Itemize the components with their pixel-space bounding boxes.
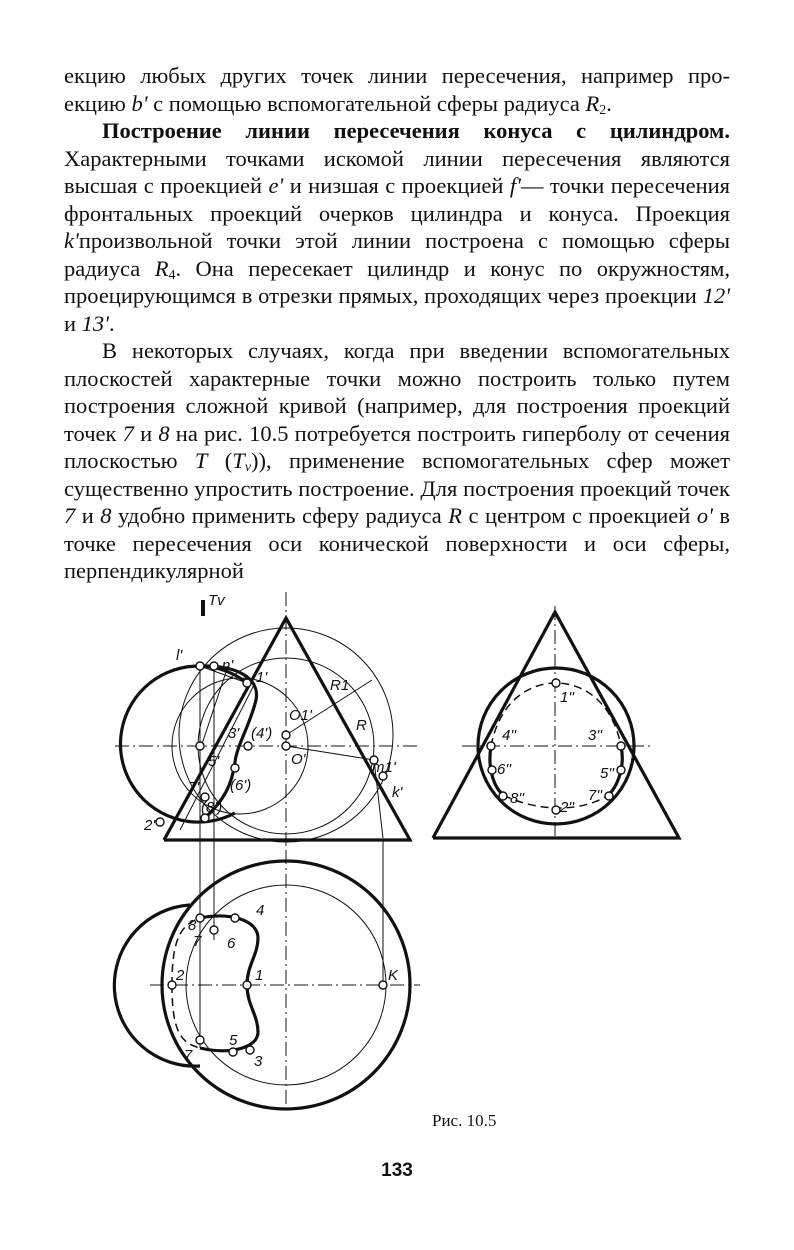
label-1: 1'' <box>560 689 575 706</box>
profile-cone <box>433 612 679 838</box>
symbol-k: k' <box>64 228 79 253</box>
point-2 <box>156 818 164 826</box>
point-4 <box>487 742 495 750</box>
point-o1 <box>282 731 290 739</box>
label-8: (8') <box>201 799 223 816</box>
point-5 <box>231 764 239 772</box>
subscript: v <box>244 460 252 475</box>
label-2: 2' <box>144 817 156 834</box>
subscript: 2 <box>599 102 607 118</box>
figure-caption: Рис. 10.5 <box>432 1111 497 1130</box>
body-text <box>64 62 730 585</box>
symbol-13: 13' <box>81 310 109 336</box>
label-5: 5' <box>208 753 220 770</box>
point-k <box>379 981 387 989</box>
label-2: 2 <box>176 967 185 984</box>
symbol-r: R <box>585 90 600 116</box>
point-5 <box>229 1048 237 1056</box>
symbol-8: 8 <box>158 420 170 446</box>
section-heading: Построение линии пересечения конуса с цилиндром. <box>102 118 730 143</box>
point-l <box>196 662 204 670</box>
label-7: 7 <box>193 933 202 950</box>
label-o: O' <box>291 751 306 768</box>
symbol-t: T <box>194 448 208 473</box>
paragraph-3 <box>64 337 730 585</box>
symbol-b: b' <box>131 90 148 116</box>
paragraph-2 <box>64 117 730 337</box>
label-5: 5'' <box>600 765 615 782</box>
text-run: и <box>64 310 82 336</box>
text-run: екцию <box>64 90 132 116</box>
front-view <box>115 592 420 850</box>
text-run: и <box>133 420 159 446</box>
symbol-12: 12' <box>702 283 730 308</box>
point-7 <box>196 1036 204 1044</box>
label-k: K <box>388 967 399 984</box>
symbol-7: 7 <box>122 420 134 446</box>
text-run: В некоторых случаях, когда при введении вспомогательных плоскостей характерные точки можно построить только путем построения сложной кривой (например, для построения проекций точек <box>64 338 730 446</box>
label-8: 8'' <box>510 790 525 807</box>
paragraph-1 <box>64 62 730 117</box>
label-tv: Tv <box>208 592 225 609</box>
text-run: — точки пересечения фронтальных проекций очерков цилиндра и конуса. Проекция <box>64 173 731 226</box>
profile-view <box>433 606 679 840</box>
label-5: 5 <box>229 1032 238 1049</box>
label-o1: O1' <box>289 707 312 724</box>
point-n <box>210 662 218 670</box>
label-k: k' <box>392 784 403 801</box>
text-run: произвольной точки этой линии построена с помощью сферы радиуса <box>64 228 730 281</box>
text-run: в точке пересечения оси конической поверхности и оси сферы, перпендикулярной <box>64 503 730 583</box>
point-5 <box>617 766 625 774</box>
point-6 <box>488 766 496 774</box>
figure-10-5-drawing <box>0 580 794 1120</box>
label-3: 3 <box>254 1053 263 1070</box>
label-3: 3' <box>228 725 240 742</box>
symbol-8: 8 <box>100 503 112 528</box>
point-1 <box>552 679 560 687</box>
label-l: l' <box>176 647 183 664</box>
text-run: удобно применить сферу радиуса <box>111 503 449 528</box>
symbol-r: R <box>448 503 463 528</box>
point-1 <box>243 981 251 989</box>
symbol-o: o' <box>696 503 713 528</box>
profile-labels <box>497 689 615 816</box>
label-7: 7' <box>188 779 200 796</box>
label-3: 3'' <box>588 727 603 744</box>
text-run: с помощью вспомогательной сферы радиуса <box>147 90 586 116</box>
text-run: )), применение вспомогательных сфер может существенно упростить построение. Для построения проекций точек <box>64 448 730 501</box>
label-r: R <box>356 717 367 734</box>
point-o <box>282 742 290 750</box>
point-3 <box>244 742 252 750</box>
subscript: 4 <box>168 267 176 283</box>
label-6: 6'' <box>497 761 512 778</box>
point-4 <box>231 914 239 922</box>
top-labels <box>175 902 399 1070</box>
point-2 <box>552 806 560 814</box>
label-4: 4 <box>256 902 265 919</box>
page-number: 133 <box>381 1160 413 1181</box>
point-3 <box>617 742 625 750</box>
text-run: с центром с проекцией <box>462 503 697 528</box>
point-7 <box>605 792 613 800</box>
label-6: (6') <box>230 777 252 794</box>
cylinder-outline <box>120 666 247 822</box>
point-1 <box>243 679 251 687</box>
label-7: 7'' <box>588 787 603 804</box>
label-6: 6 <box>227 935 236 952</box>
text-run: екцию любых других точек линии пересечения, например про- <box>64 63 730 88</box>
text-run: . <box>606 90 612 116</box>
symbol-7: 7 <box>64 503 76 528</box>
point-8 <box>196 914 204 922</box>
label-2: 2'' <box>560 799 575 816</box>
label-4: 4'' <box>502 727 517 744</box>
label-8: 8 <box>188 917 197 934</box>
label-1: 1' <box>256 669 268 686</box>
point-8 <box>499 792 507 800</box>
label-m: m1' <box>372 759 396 776</box>
text-run: и <box>75 503 101 528</box>
point-5-left <box>196 742 204 750</box>
top-view <box>114 840 420 1109</box>
label-r1: R1 <box>330 677 350 694</box>
text-run: Характерными точками искомой линии пересечения являются высшая с проекцией <box>64 145 730 198</box>
text-run: и низшая с проекцией <box>283 173 510 198</box>
symbol-e: e' <box>268 173 284 198</box>
text-run: . Она пересекает цилиндр и конус по окружностям, проецирующимся в отрезки прямых, проходящих через проекции <box>64 255 730 308</box>
symbol-r: R <box>154 255 169 281</box>
label-7: 7 <box>184 1047 193 1064</box>
label-n: n' <box>222 657 234 674</box>
point-2 <box>168 981 176 989</box>
label-4: (4') <box>251 725 273 742</box>
point-7 <box>210 926 218 934</box>
point-3 <box>246 1046 254 1054</box>
text-run: . <box>108 310 115 336</box>
label-1: 1 <box>255 967 264 984</box>
symbol-tv: T <box>232 448 245 473</box>
text-run: ( <box>207 448 233 473</box>
text-run: на рис. 10.5 потребуется построить гиперболу от сечения плоскостью <box>64 420 730 473</box>
symbol-f: f' <box>509 173 521 198</box>
